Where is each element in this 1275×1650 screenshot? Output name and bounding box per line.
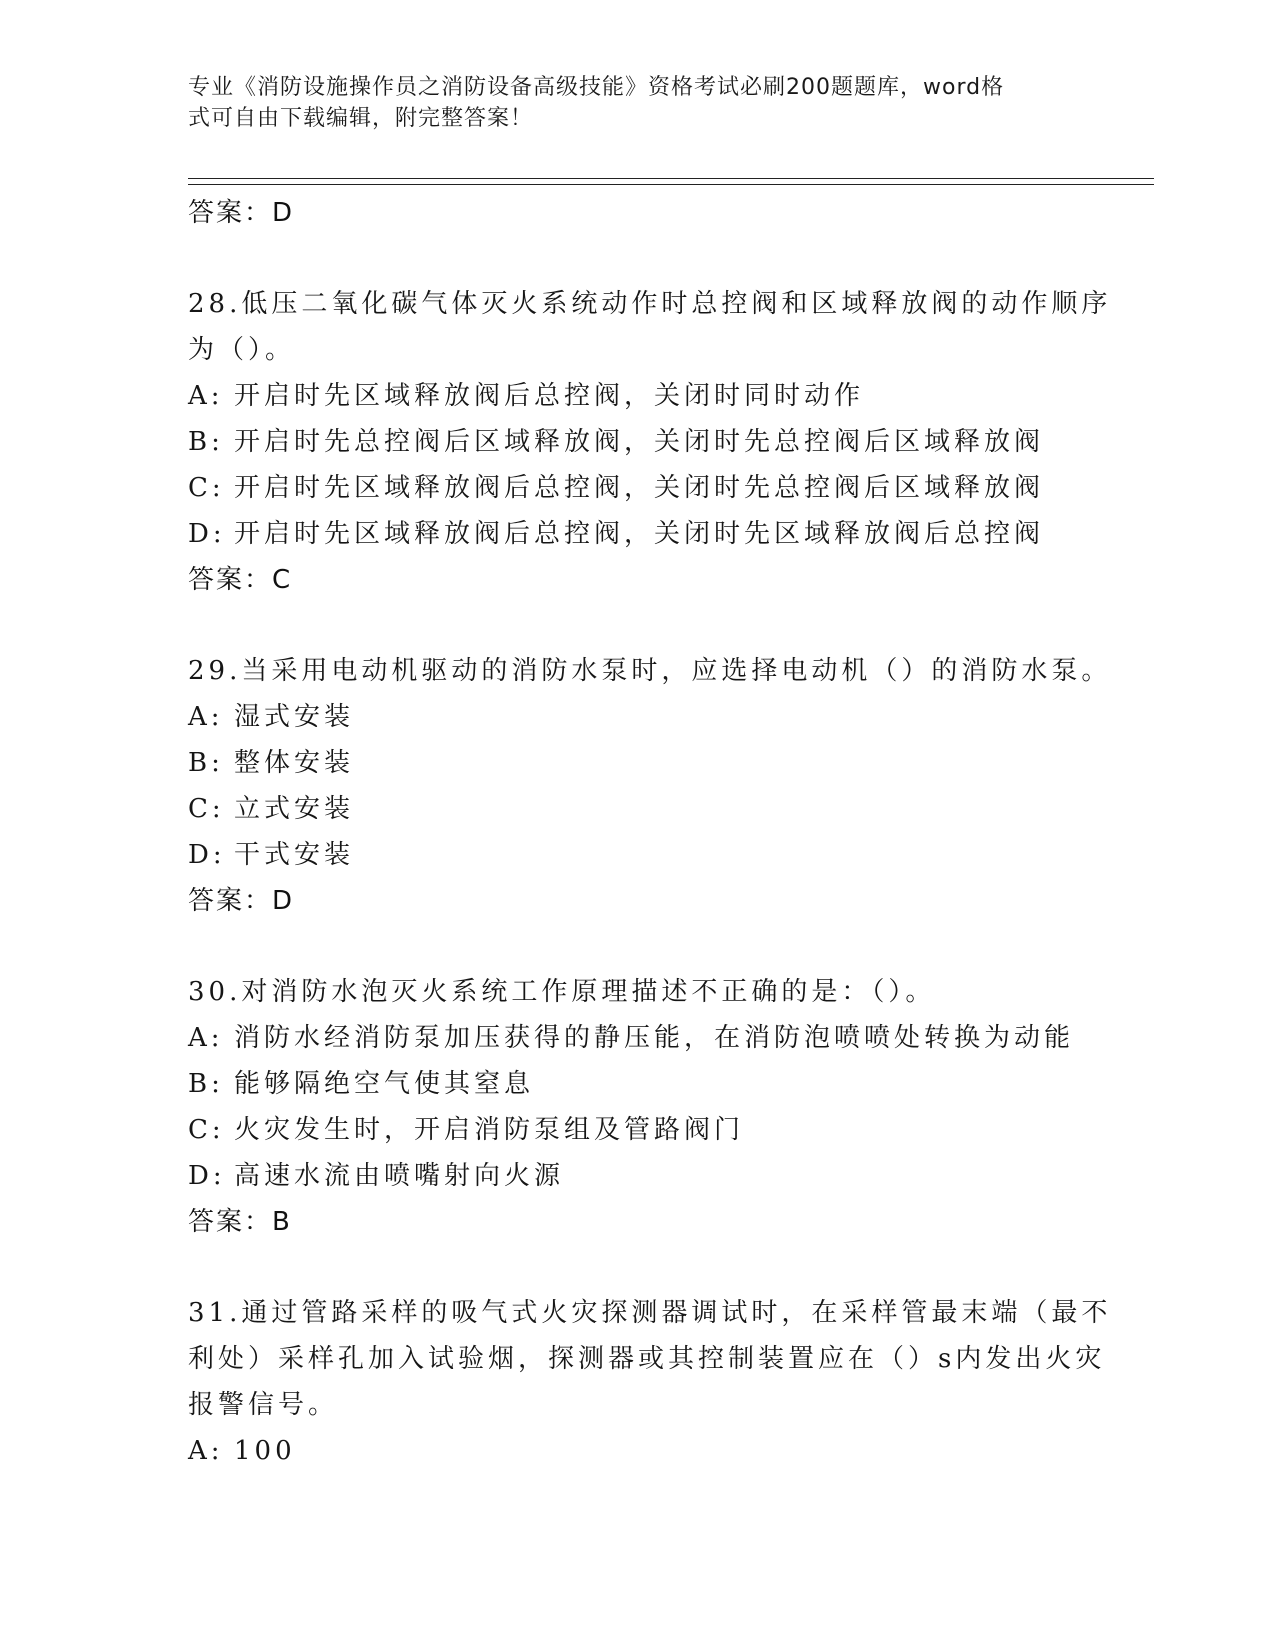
option-text: 开启时先总控阀后区域释放阀，关闭时先总控阀后区域释放阀 [234, 427, 1045, 457]
option-letter: A: [188, 381, 224, 411]
option-text: 火灾发生时，开启消防泵组及管路阀门 [234, 1115, 745, 1145]
question-stem: 利处）采样孔加入试验烟，探测器或其控制装置应在（）s内发出火灾 [188, 1344, 1106, 1374]
option-text: 开启时先区域释放阀后总控阀，关闭时先总控阀后区域释放阀 [234, 473, 1045, 503]
option-text: 消防水经消防泵加压获得的静压能，在消防泡喷喷处转换为动能 [234, 1023, 1075, 1053]
answer-line: 答案：D [188, 198, 295, 228]
option-item [188, 511, 1088, 557]
option-item [188, 465, 1088, 511]
option-letter: A: [188, 1436, 224, 1466]
option-letter: D: [188, 1161, 226, 1191]
question-stem: 29.当采用电动机驱动的消防水泵时，应选择电动机（）的消防水泵。 [188, 656, 1112, 686]
option-letter: B: [188, 748, 224, 778]
option-letter: B: [188, 1069, 224, 1099]
question-block [188, 1290, 1112, 1474]
option-item [188, 1428, 1088, 1474]
option-item [188, 694, 1088, 740]
option-text: 高速水流由喷嘴射向火源 [234, 1161, 565, 1191]
option-letter: D: [188, 840, 226, 870]
header-line-1: 专业《消防设施操作员之消防设备高级技能》资格考试必刷200题题库，word格 [188, 75, 1005, 100]
option-text: 开启时先区域释放阀后总控阀，关闭时同时动作 [234, 381, 865, 411]
question-stem: 31.通过管路采样的吸气式火灾探测器调试时，在采样管最末端（最不 [188, 1298, 1112, 1328]
option-text: 100 [234, 1436, 296, 1466]
option-letter: A: [188, 702, 224, 732]
option-item [188, 786, 1088, 832]
option-text: 开启时先区域释放阀后总控阀，关闭时先区域释放阀后总控阀 [234, 519, 1045, 549]
question-block [188, 969, 1088, 1245]
option-item [188, 832, 1088, 878]
option-item [188, 1107, 1088, 1153]
answer-line: 答案：D [188, 886, 295, 916]
header-rule-bottom [188, 184, 1154, 185]
option-text: 整体安装 [234, 748, 355, 778]
option-letter: C: [188, 794, 225, 824]
question-stem: 报警信号。 [188, 1390, 339, 1420]
option-letter: C: [188, 473, 225, 503]
answer-line: 答案：C [188, 565, 293, 595]
option-item [188, 373, 1088, 419]
question-stem: 30.对消防水泡灭火系统工作原理描述不正确的是：（）。 [188, 977, 936, 1007]
option-item [188, 419, 1088, 465]
option-text: 干式安装 [234, 840, 355, 870]
option-letter: D: [188, 519, 226, 549]
option-text: 立式安装 [234, 794, 355, 824]
option-letter: A: [188, 1023, 224, 1053]
answer-line: 答案：B [188, 1207, 292, 1237]
question-block [188, 281, 1112, 603]
question-stem: 为（）。 [188, 335, 296, 365]
option-item [188, 740, 1088, 786]
option-letter: B: [188, 427, 224, 457]
question-stem: 28.低压二氧化碳气体灭火系统动作时总控阀和区域释放阀的动作顺序 [188, 289, 1112, 319]
question-block [188, 648, 1112, 924]
option-letter: C: [188, 1115, 225, 1145]
option-item [188, 1015, 1088, 1061]
question-content [188, 190, 1112, 1474]
document-header [188, 72, 1068, 134]
option-item [188, 1061, 1088, 1107]
option-item [188, 1153, 1088, 1199]
header-rule-top [188, 178, 1154, 179]
option-text: 湿式安装 [234, 702, 355, 732]
option-text: 能够隔绝空气使其窒息 [234, 1069, 535, 1099]
header-line-2: 式可自由下载编辑，附完整答案！ [188, 106, 534, 131]
